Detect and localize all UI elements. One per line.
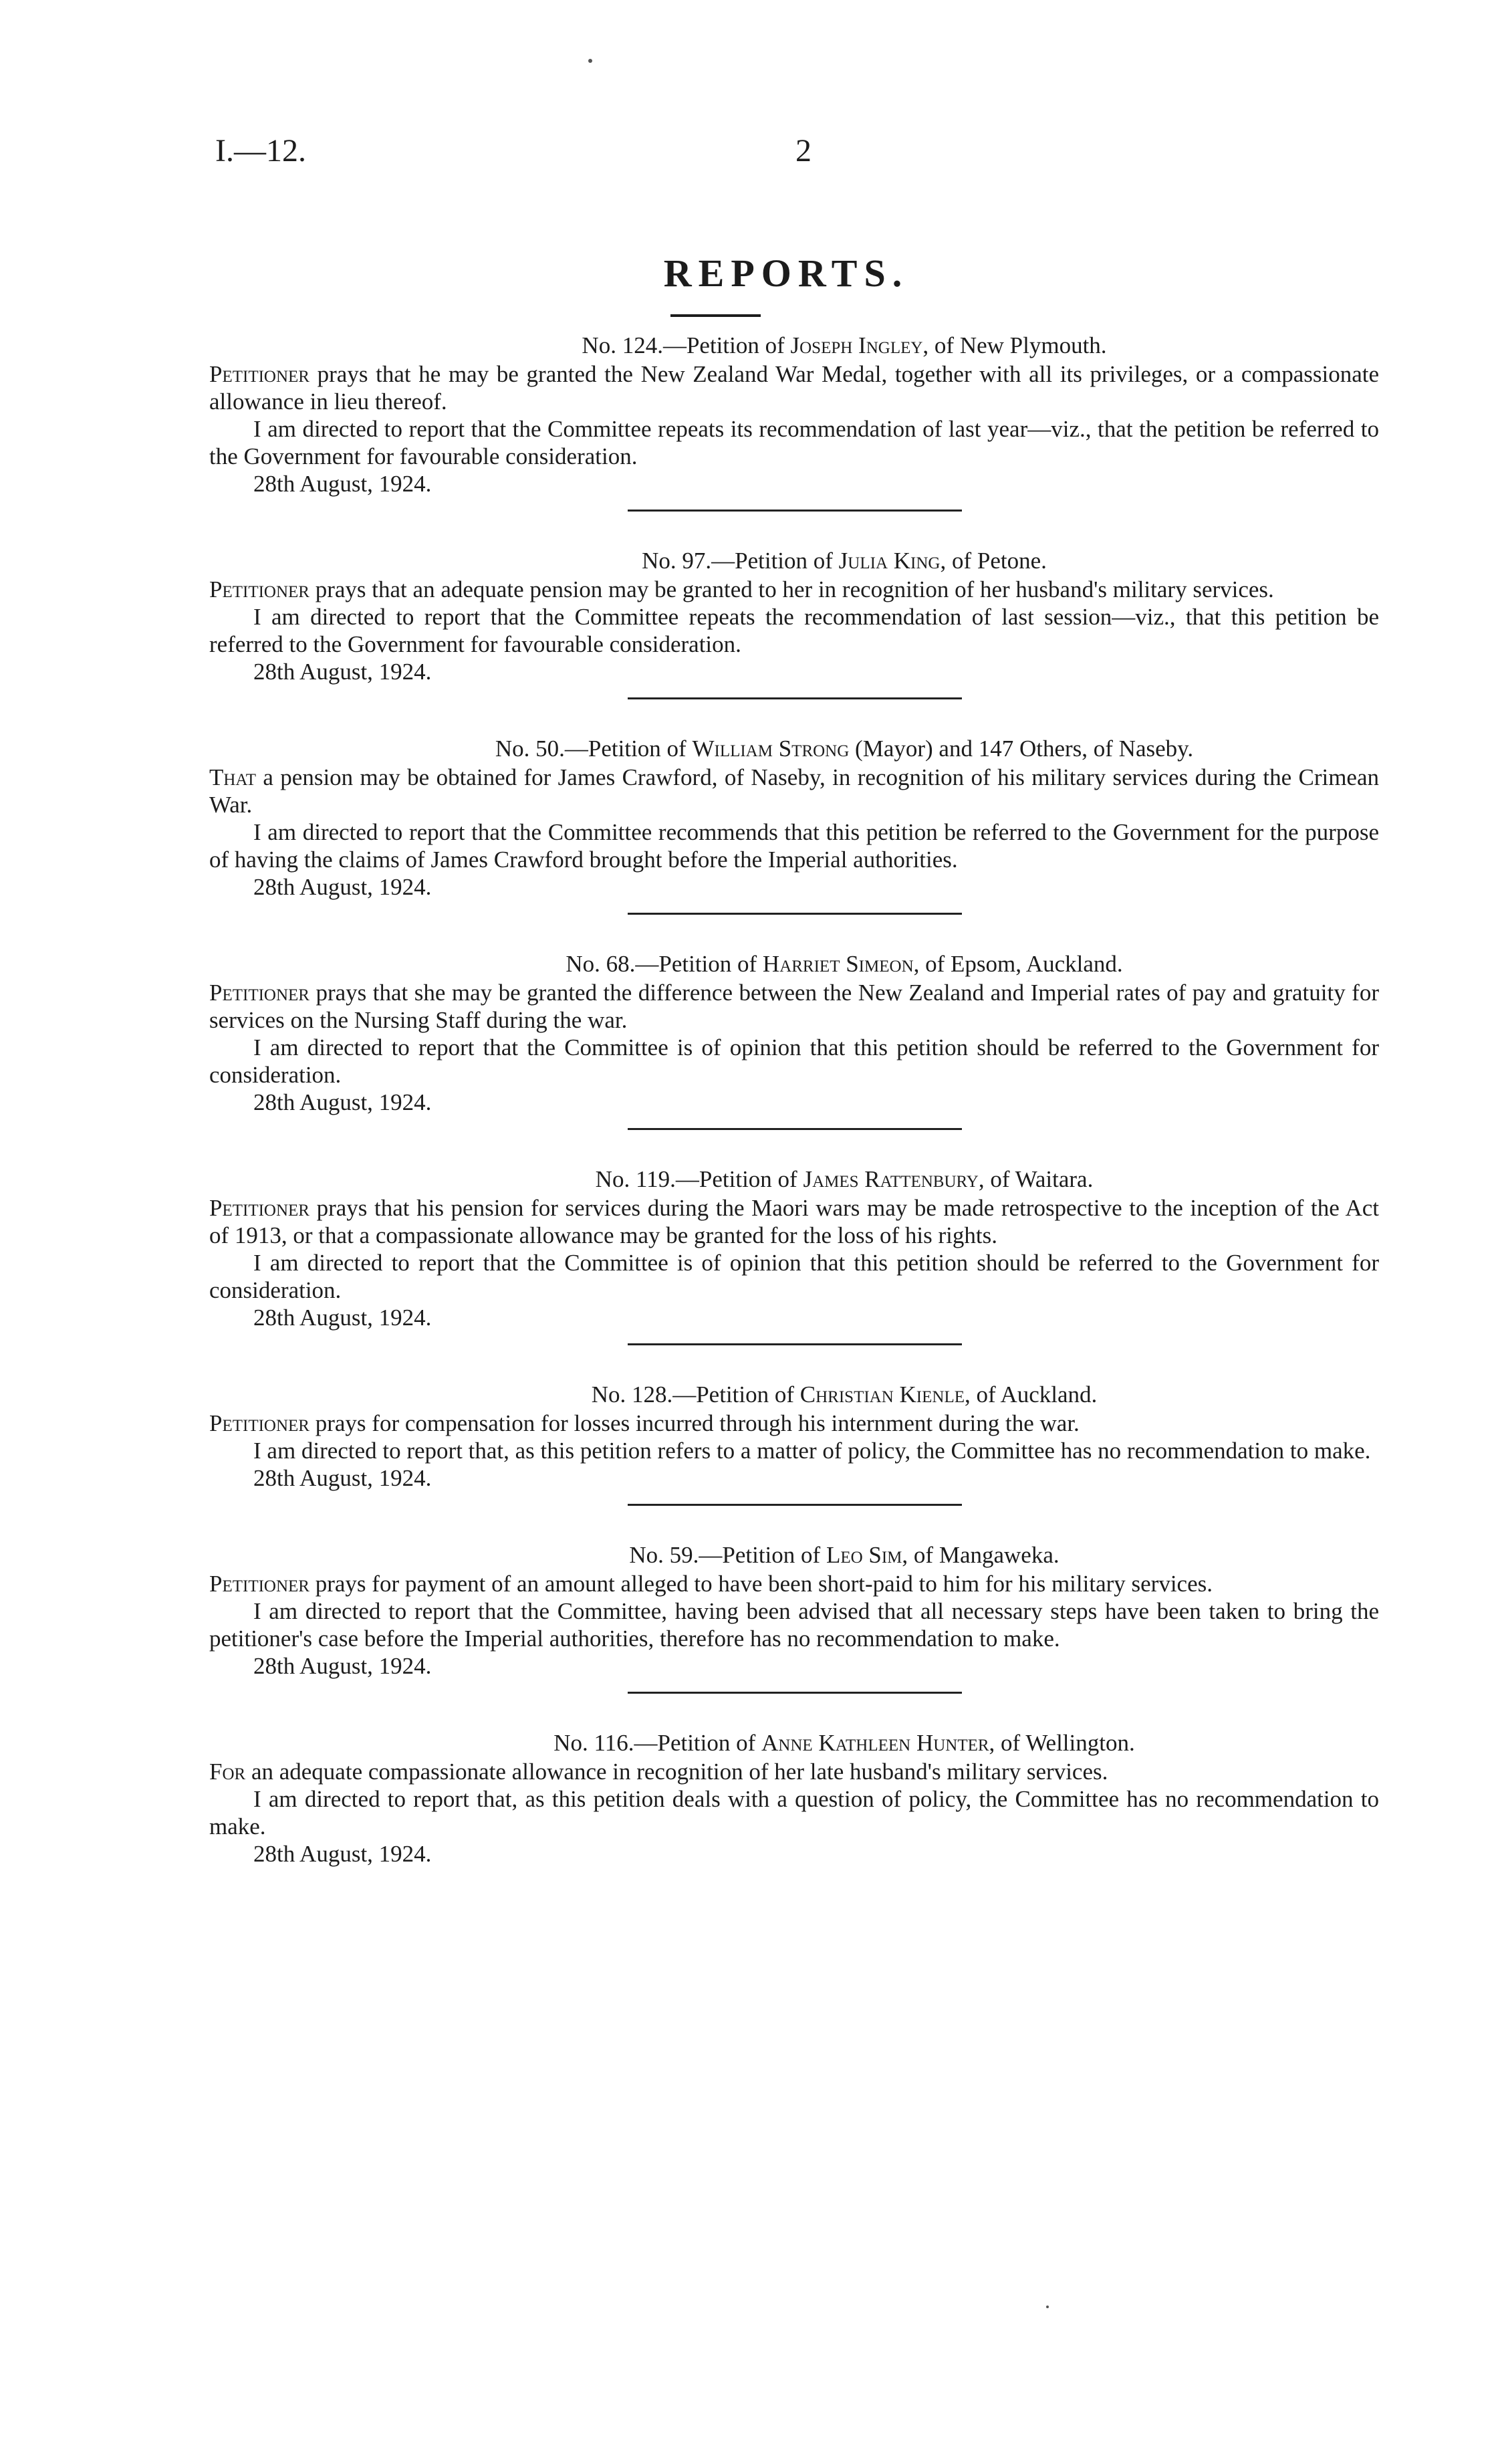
report-date: 28th August, 1924. [253, 1841, 432, 1867]
petitioner-name: Julia King [838, 548, 941, 574]
report-date: 28th August, 1924. [253, 1305, 432, 1331]
scan-speck [588, 59, 592, 63]
petition-item [209, 1728, 1379, 1868]
petition-heading: No. 97.—Petition of Julia King, of Petone. [642, 548, 1047, 574]
petition-prayer: That a pension may be obtained for James Crawford, of Naseby, in recognition of his military services during the Crimean War. [209, 764, 1379, 818]
petitioner-name: Leo Sim [826, 1542, 902, 1568]
petitioner-name: Harriet Simeon [762, 951, 914, 977]
petitioner-name: Anne Kathleen Hunter [761, 1730, 989, 1756]
report-date: 28th August, 1924. [253, 874, 432, 900]
petitioner-name: Joseph Ingley [790, 332, 923, 358]
section-divider [628, 1343, 962, 1345]
petition-item [209, 949, 1379, 1130]
scan-speck [1046, 2306, 1049, 2308]
petition-heading: No. 128.—Petition of Christian Kienle, of Auckland. [591, 1381, 1098, 1408]
report-date: 28th August, 1924. [253, 1653, 432, 1679]
section-divider [628, 1692, 962, 1694]
petitions-list [209, 331, 1379, 1868]
report-date: 28th August, 1924. [253, 1089, 432, 1115]
section-divider [628, 510, 962, 512]
committee-report: I am directed to report that the Committee, having been advised that all necessary steps have been taken to bring the petitioner's case before the Imperial authorities, therefore has no recommendation to make. [209, 1598, 1379, 1652]
section-divider [628, 697, 962, 699]
petition-item [209, 734, 1379, 915]
page-reference: I.—12. [215, 133, 306, 169]
petition-heading: No. 50.—Petition of William Strong (Mayor) and 147 Others, of Naseby. [495, 736, 1194, 762]
petition-item [209, 331, 1379, 512]
page-header [0, 132, 1492, 179]
committee-report: I am directed to report that the Committee recommends that this petition be referred to the Government for the purpose of having the claims of James Crawford brought before the Imperial authorities. [209, 819, 1379, 873]
petition-prayer: Petitioner prays for compensation for losses incurred through his internment during the war. [209, 1410, 1080, 1436]
petition-prayer: Petitioner prays for payment of an amount alleged to have been short-paid to him for his military services. [209, 1571, 1213, 1597]
committee-report: I am directed to report that the Committee is of opinion that this petition should be referred to the Government for consideration. [209, 1034, 1379, 1088]
petition-item [209, 1380, 1379, 1506]
petitioner-name: Christian Kienle [799, 1381, 965, 1408]
petition-prayer: For an adequate compassionate allowance in recognition of her late husband's military services. [209, 1759, 1108, 1785]
petition-prayer: Petitioner prays that she may be granted the difference between the New Zealand and Imperial rates of pay and gratuity for services on the Nursing Staff during the war. [209, 980, 1379, 1033]
committee-report: I am directed to report that, as this petition deals with a question of policy, the Committee has no recommendation to make. [209, 1786, 1379, 1839]
petition-prayer: Petitioner prays that his pension for services during the Maori wars may be made retrospective to the inception of the Act of 1913, or that a compassionate allowance may be granted for the loss of his rights. [209, 1195, 1379, 1248]
section-divider [628, 913, 962, 915]
petition-item [209, 1541, 1379, 1694]
petition-heading: No. 124.—Petition of Joseph Ingley, of New Plymouth. [582, 332, 1107, 358]
petition-item [209, 1165, 1379, 1345]
committee-report: I am directed to report that the Committee is of opinion that this petition should be referred to the Government for consideration. [209, 1250, 1379, 1303]
committee-report: I am directed to report that the Committee repeats its recommendation of last year—viz., that the petition be referred to the Government for favourable consideration. [209, 416, 1379, 469]
petition-heading: No. 119.—Petition of James Rattenbury, of Waitara. [595, 1166, 1094, 1192]
petition-item [209, 546, 1379, 699]
section-divider [628, 1504, 962, 1506]
petition-prayer: Petitioner prays that he may be granted the New Zealand War Medal, together with all its privileges, or a compassionate allowance in lieu thereof. [209, 361, 1379, 415]
petition-heading: No. 59.—Petition of Leo Sim, of Mangaweka. [629, 1542, 1060, 1568]
petition-heading: No. 116.—Petition of Anne Kathleen Hunter, of Wellington. [553, 1730, 1135, 1756]
committee-report: I am directed to report that, as this petition refers to a matter of policy, the Committee has no recommendation to make. [253, 1438, 1371, 1464]
report-date: 28th August, 1924. [253, 659, 432, 685]
page-number: 2 [795, 133, 812, 169]
petition-heading: No. 68.—Petition of Harriet Simeon, of Epsom, Auckland. [566, 951, 1123, 977]
committee-report: I am directed to report that the Committee repeats the recommendation of last session—viz., that this petition be referred to the Government for favourable consideration. [209, 604, 1379, 657]
petition-prayer: Petitioner prays that an adequate pension may be granted to her in recognition of her husband's military services. [209, 576, 1274, 602]
report-date: 28th August, 1924. [253, 1465, 432, 1491]
page-title: REPORTS. [663, 251, 909, 295]
title-rule [670, 314, 761, 317]
section-divider [628, 1128, 962, 1130]
petitioner-name: James Rattenbury [803, 1166, 979, 1192]
report-date: 28th August, 1924. [253, 471, 432, 497]
petitioner-name: William Strong [692, 736, 850, 762]
